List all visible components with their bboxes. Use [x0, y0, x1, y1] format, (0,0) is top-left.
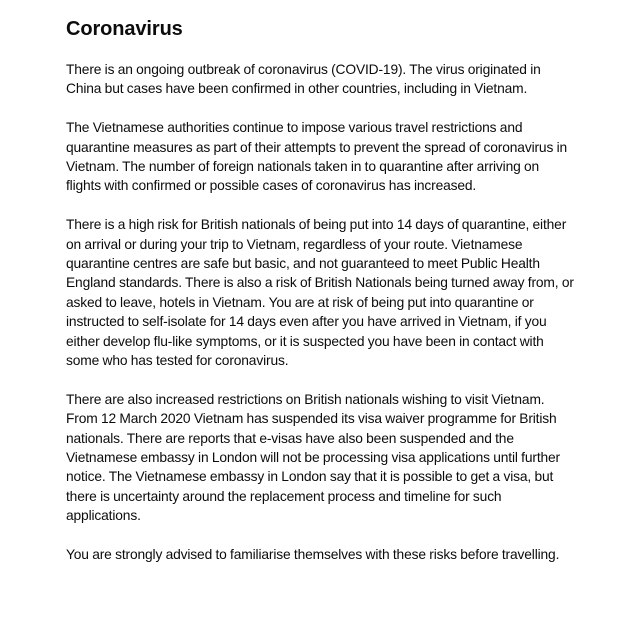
paragraph-outbreak: There is an ongoing outbreak of coronavirus (COVID-19). The virus originated in China but cases have been confirmed in other countries, including in Vietnam.: [66, 62, 541, 97]
paragraph-advice: You are strongly advised to familiarise themselves with these risks before travelling.: [66, 547, 560, 563]
section-title: Coronavirus: [66, 18, 183, 40]
paragraph-visa-restrictions: There are also increased restrictions on British nationals wishing to visit Vietnam. From 12 March 2020 Vietnam has suspended its visa waiver programme for British nationals. There are reports that e-visas have also been suspended and the Vietnamese embassy in London will not be processing visa applications until further notice. The Vietnamese embassy in London say that it is possible to get a visa, but there is uncertainty around the replacement process and timeline for such applications.: [66, 391, 561, 524]
paragraph-restrictions: The Vietnamese authorities continue to impose various travel restrictions and quarantine measures as part of their attempts to prevent the spread of coronavirus in Vietnam. The number of foreign nationals taken in to quarantine after arriving on flights with confirmed or possible cases of coronavirus has increased.: [66, 120, 568, 194]
advice-section: [66, 15, 576, 565]
paragraph-quarantine-risk: There is a high risk for British nationals of being put into 14 days of quarantine, either on arrival or during your trip to Vietnam, regardless of your route. Vietnamese quarantine centres are safe but basic, and not guaranteed to meet Public Health England standards. There is also a risk of British Nationals being turned away from, or asked to leave, hotels in Vietnam. You are at risk of being put into quarantine or instructed to self-isolate for 14 days even after you have arrived in Vietnam, if you either develop flu-like symptoms, or it is suspected you have been in contact with some who has tested for coronavirus.: [66, 217, 574, 369]
